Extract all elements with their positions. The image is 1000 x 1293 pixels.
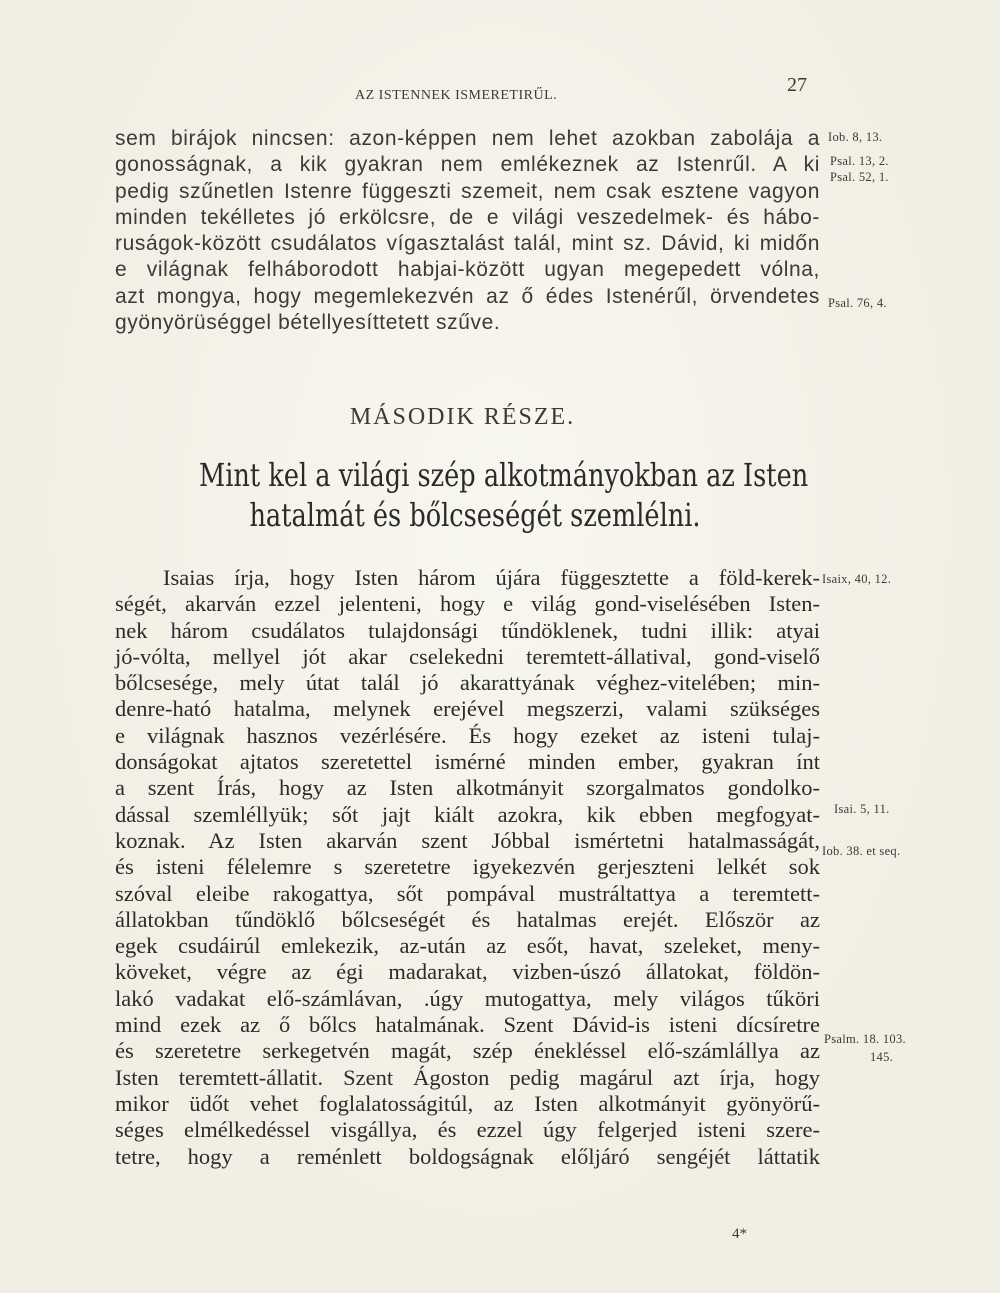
text-line: pedig szűnetlen Istenre függeszti szemeit, nem csak esztene vagyon — [115, 179, 820, 203]
margin-note-psal-13: Psal. 13, 2. — [830, 154, 889, 168]
text-line: a szent Írás, hogy az Isten alkotmányit szorgalmatos gondolko- — [115, 775, 820, 801]
text-line: Isaias írja, hogy Isten három újára függesztette a föld-kerek- — [163, 565, 820, 590]
text-line: lakó vadakat elő-számlávan, .úgy mutogattya, mely világos tűköri — [115, 985, 820, 1011]
margin-note-iob-8: Iob. 8, 13. — [828, 130, 883, 144]
text-line: köveket, végre az égi madarakat, vizben-úszó állatokat, földön- — [115, 959, 820, 985]
text-line: ségét, akarván ezzel jelenteni, hogy e világ gond-viselésében Isten- — [115, 591, 820, 617]
section-title-line: hatalmát és bőlcseségét szemlélni. — [249, 496, 701, 534]
text-line: szóval eleibe rakogattya, sőt pompával mustráltattya a teremtett- — [115, 880, 820, 906]
text-line: és szeretetre serkegetvén magát, szép énekléssel elő-számlállya az — [115, 1038, 820, 1064]
running-head: AZ ISTENNEK ISMERETIRŰL. — [355, 88, 558, 103]
text-line: séges elmélkedéssel visgállya, és ezzel úgy felgerjed isteni szere- — [115, 1117, 820, 1143]
signature-mark: 4* — [732, 1226, 747, 1242]
margin-note-isai-5: Isai. 5, 11. — [834, 802, 890, 816]
section-title-line: Mint kel a világi szép alkotmányokban az Isten — [199, 456, 809, 494]
text-line: sem birájok nincsen: azon-képpen nem lehet azokban zabolája a — [115, 127, 820, 150]
text-line: gonosságnak, a kik gyakran nem emlékeznek az Istenrűl. A ki — [115, 153, 820, 177]
text-line: nek három csudálatos tulajdonsági tűndöklenek, tudni illik: atyai — [115, 617, 820, 643]
margin-note-psalm-18: Psalm. 18. 103. — [824, 1032, 906, 1046]
text-line: Isten teremtett-állatit. Szent Ágoston pedig magárul azt írja, hogy — [115, 1064, 820, 1090]
paragraph-2 — [115, 565, 820, 1170]
section-heading: MÁSODIK RÉSZE. — [349, 404, 576, 430]
section-title — [199, 455, 809, 535]
text-line: koznak. Az Isten akarván szent Jóbbal ismértetni hatalmasságát, — [115, 827, 820, 853]
text-line: e világnak hasznos vezérlésére. És hogy ezeket az isteni tulaj- — [115, 722, 820, 748]
text-line: ruságok-között csudálatos vígasztalást talál, mint sz. Dávid, ki midőn — [115, 232, 820, 256]
text-line: állatokban tűndöklő bőlcseségét és hatalmas erejét. Először az — [115, 906, 820, 932]
paragraph-1 — [115, 126, 820, 336]
margin-note-psal-76: Psal. 76, 4. — [828, 296, 887, 310]
text-line: egek csudáirúl emlekezik, az-után az esőt, havat, szeleket, meny- — [115, 933, 820, 959]
margin-note-isaias-40: Isaix, 40, 12. — [822, 572, 892, 586]
text-line: mikor üdőt vehet foglalatosságitúl, az Isten alkotmányit gyönyörű- — [115, 1090, 820, 1116]
text-line: e világnak felháborodott habjai-között ugyan megepedett vólna, — [115, 258, 820, 282]
text-line: dással szemléllyük; sőt jajt kiált azokra, kik ebben megfogyat- — [115, 801, 820, 827]
text-line: gyönyörüséggel bétellyesíttetett szűve. — [115, 311, 501, 335]
text-line: jó-vólta, mellyel jót akar cselekedni teremtett-állatival, gond-viselő — [115, 643, 820, 669]
margin-note-psalm-145: 145. — [870, 1050, 894, 1064]
page-number: 27 — [787, 74, 807, 96]
text-line: denre-ható hatalma, melynek erejével megszerzi, valami szükséges — [115, 696, 820, 722]
text-line: azt mongya, hogy megemlekezvén az ő édes Istenérűl, örvendetes — [115, 284, 820, 308]
text-line: és isteni félelemre s szeretetre igyekezvén gerjeszteni lelkét sok — [115, 854, 820, 880]
text-line: mind ezek az ő bőlcs hatalmának. Szent Dávid-is isteni dícsíretre — [115, 1012, 820, 1038]
text-line: bőlcsesége, mely útat talál jó akarattyának véghez-vitelében; min- — [115, 670, 820, 696]
text-line: donságokat ajtatos szeretettel ismérné minden ember, gyakran ínt — [115, 749, 820, 775]
margin-note-psal-52: Psal. 52, 1. — [830, 170, 889, 184]
text-line: tetre, hogy a reménlett boldogságnak előljáró sengéjét láttatik — [115, 1143, 820, 1169]
text-line: minden tekélletes jó erkölcsre, de e világi veszedelmek- és hábo- — [115, 205, 820, 229]
margin-note-iob-38: Iob. 38. et seq. — [822, 844, 901, 858]
